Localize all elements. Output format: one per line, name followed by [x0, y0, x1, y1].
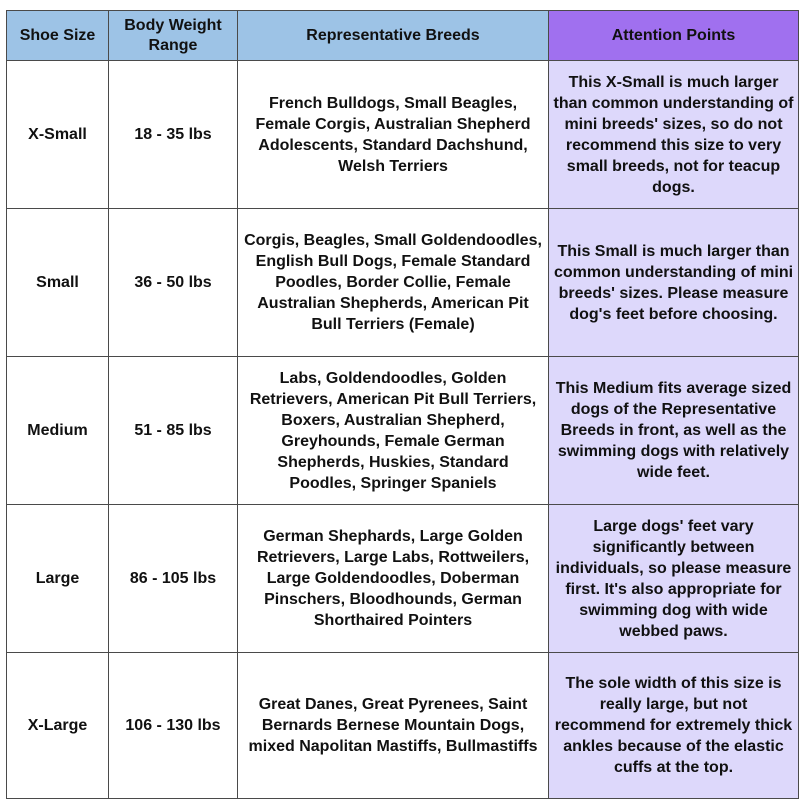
cell-breeds: French Bulldogs, Small Beagles, Female Corgis, Australian Shepherd Adolescents, Standard Dachshund, Welsh Terriers [238, 61, 549, 209]
table-row [7, 505, 799, 653]
table-header [7, 11, 799, 61]
cell-body-weight: 36 - 50 lbs [109, 209, 238, 357]
table-row [7, 357, 799, 505]
header-row [7, 11, 799, 61]
cell-body-weight: 51 - 85 lbs [109, 357, 238, 505]
cell-attention-points: Large dogs' feet vary significantly between individuals, so please measure first. It's also appropriate for swimming dog with wide webbed paws. [549, 505, 799, 653]
cell-attention-points: This Medium fits average sized dogs of the Representative Breeds in front, as well as the swimming dogs with relatively wide feet. [549, 357, 799, 505]
cell-body-weight: 106 - 130 lbs [109, 653, 238, 799]
header-body-weight-range: Body Weight Range [109, 11, 238, 61]
cell-body-weight: 86 - 105 lbs [109, 505, 238, 653]
cell-breeds: Great Danes, Great Pyrenees, Saint Bernards Bernese Mountain Dogs, mixed Napolitan Mastiffs, Bullmastiffs [238, 653, 549, 799]
size-chart-table [6, 10, 799, 799]
cell-breeds: Corgis, Beagles, Small Goldendoodles, English Bull Dogs, Female Standard Poodles, Border Collie, Female Australian Shepherds, American Pit Bull Terriers (Female) [238, 209, 549, 357]
cell-breeds: Labs, Goldendoodles, Golden Retrievers, American Pit Bull Terriers, Boxers, Australian Shepherd, Greyhounds, Female German Shepherds, Huskies, Standard Poodles, Springer Spaniels [238, 357, 549, 505]
cell-shoe-size: Large [7, 505, 109, 653]
table-row [7, 61, 799, 209]
top-strip [0, 0, 800, 10]
cell-shoe-size: Medium [7, 357, 109, 505]
cell-attention-points: This X-Small is much larger than common understanding of mini breeds' sizes, so do not recommend this size to very small breeds, not for teacup dogs. [549, 61, 799, 209]
table-row [7, 653, 799, 799]
header-shoe-size: Shoe Size [7, 11, 109, 61]
cell-shoe-size: Small [7, 209, 109, 357]
cell-attention-points: The sole width of this size is really large, but not recommend for extremely thick ankles because of the elastic cuffs at the top. [549, 653, 799, 799]
cell-shoe-size: X-Small [7, 61, 109, 209]
header-attention-points: Attention Points [549, 11, 799, 61]
table-body [7, 61, 799, 799]
cell-body-weight: 18 - 35 lbs [109, 61, 238, 209]
table-row [7, 209, 799, 357]
cell-breeds: German Shephards, Large Golden Retrievers, Large Labs, Rottweilers, Large Goldendoodles, Doberman Pinschers, Bloodhounds, German Shorthaired Pointers [238, 505, 549, 653]
header-representative-breeds: Representative Breeds [238, 11, 549, 61]
cell-attention-points: This Small is much larger than common understanding of mini breeds' sizes. Please measure dog's feet before choosing. [549, 209, 799, 357]
cell-shoe-size: X-Large [7, 653, 109, 799]
